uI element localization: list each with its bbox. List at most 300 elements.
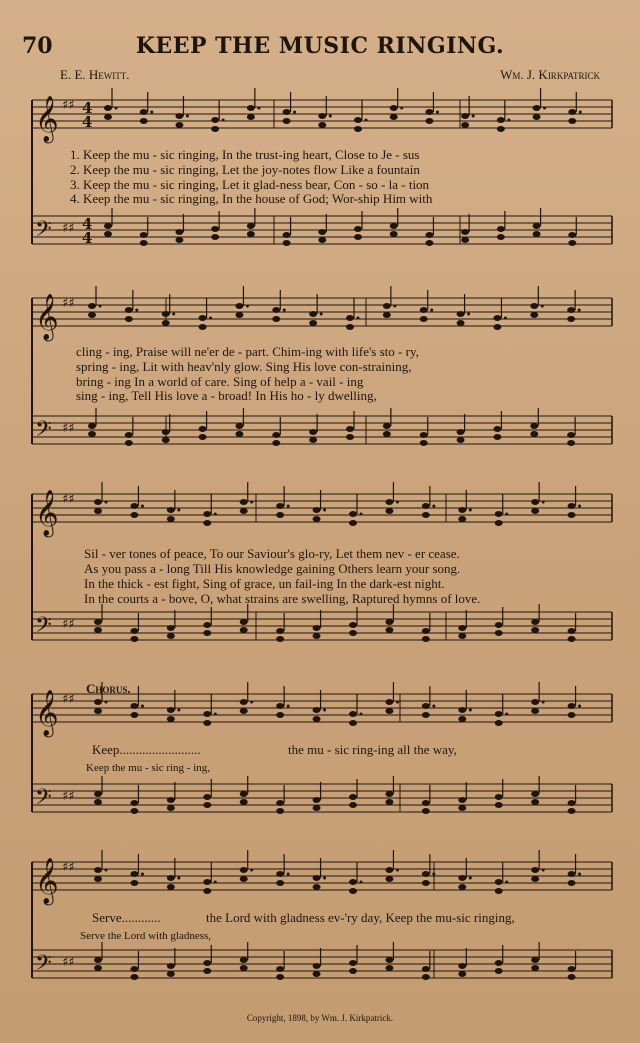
dot <box>222 119 225 122</box>
chorus-bass-text-2: Serve the Lord with gladness, <box>80 930 212 942</box>
note-head <box>458 716 466 722</box>
note-head <box>497 234 505 240</box>
note-head <box>461 113 469 119</box>
note-head <box>390 105 398 111</box>
time-signature-bottom: 4 <box>82 113 93 131</box>
note-head <box>318 229 326 235</box>
verse-3-line-1: 3. Keep the mu - sic ringing, Let it glad-ness bear, Con - so - la - tion <box>70 177 430 192</box>
dot <box>360 713 363 716</box>
note-head <box>130 628 138 634</box>
note-head <box>349 622 357 628</box>
note-head <box>349 520 357 526</box>
note-head <box>385 791 393 797</box>
note-head <box>422 974 430 980</box>
note-head <box>235 303 243 309</box>
note-head <box>94 619 102 625</box>
note-head <box>568 503 576 509</box>
note-head <box>130 712 138 718</box>
treble-clef-icon: 𝄞 <box>35 490 59 536</box>
note-head <box>88 423 96 429</box>
note-head <box>495 879 503 885</box>
dot <box>287 505 290 508</box>
note-head <box>167 971 175 977</box>
note-head <box>94 791 102 797</box>
note-head <box>240 799 248 805</box>
verse-1-line-2: cling - ing, Praise will ne'er de - part. Chim-ing with life's sto - ry, <box>76 344 419 359</box>
note-head <box>162 320 170 326</box>
note-head <box>130 703 138 709</box>
note-head <box>140 118 148 124</box>
note-head <box>167 716 175 722</box>
chorus-keep-text: Keep......................... <box>92 742 201 757</box>
note-head <box>130 503 138 509</box>
key-signature-sharps: ♯♯ <box>62 296 75 311</box>
note-head <box>422 512 430 518</box>
note-head <box>140 232 148 238</box>
note-head <box>422 703 430 709</box>
note-head <box>130 808 138 814</box>
note-head <box>493 434 501 440</box>
note-head <box>272 432 280 438</box>
dot <box>177 877 180 880</box>
note-head <box>247 105 255 111</box>
chorus-bass-text-1: Keep the mu - sic ring - ing, <box>86 762 211 774</box>
dot <box>105 869 108 872</box>
note-head <box>346 324 354 330</box>
note-head <box>125 440 133 446</box>
note-head <box>495 960 503 966</box>
note-head <box>94 627 102 633</box>
bass-clef-icon: 𝄢 <box>35 417 52 447</box>
key-signature-sharps: ♯♯ <box>62 617 75 632</box>
note-head <box>568 240 576 246</box>
note-head <box>349 711 357 717</box>
dot <box>172 313 175 316</box>
note-head <box>203 711 211 717</box>
note-head <box>130 636 138 642</box>
bass-clef-icon: 𝄢 <box>35 217 52 247</box>
note-head <box>318 113 326 119</box>
dot <box>436 111 439 114</box>
note-head <box>240 499 248 505</box>
note-head <box>531 627 539 633</box>
note-head <box>533 105 541 111</box>
note-head <box>104 105 112 111</box>
note-head <box>211 117 219 123</box>
note-head <box>385 965 393 971</box>
note-head <box>495 802 503 808</box>
note-head <box>531 957 539 963</box>
note-head <box>235 431 243 437</box>
dot <box>105 501 108 504</box>
note-head <box>203 802 211 808</box>
dot <box>135 309 138 312</box>
note-head <box>495 720 503 726</box>
note-head <box>497 126 505 132</box>
note-head <box>276 712 284 718</box>
note-head <box>457 311 465 317</box>
note-head <box>354 126 362 132</box>
note-head <box>203 511 211 517</box>
time-signature-bottom: 4 <box>82 229 93 247</box>
note-head <box>385 627 393 633</box>
bass-clef-icon: 𝄢 <box>35 613 52 643</box>
note-head <box>349 794 357 800</box>
note-head <box>568 966 576 972</box>
note-head <box>390 231 398 237</box>
dot <box>505 513 508 516</box>
note-head <box>240 508 248 514</box>
note-head <box>495 630 503 636</box>
dot <box>430 309 433 312</box>
note-head <box>240 627 248 633</box>
note-head <box>130 880 138 886</box>
chorus-label: Chorus. <box>86 681 131 696</box>
copyright-notice: Copyright, 1898, by Wm. J. Kirkpatrick. <box>246 1013 394 1023</box>
bass-clef-icon: 𝄢 <box>35 951 52 981</box>
note-head <box>457 320 465 326</box>
dot <box>360 881 363 884</box>
note-head <box>458 633 466 639</box>
dot <box>507 119 510 122</box>
note-head <box>94 876 102 882</box>
composer-credit: Wm. J. Kirkpatrick <box>500 67 600 82</box>
verse-4-line-3: In the courts a - bove, O, what strains are swelling, Raptured hymns of love. <box>84 591 481 606</box>
note-head <box>88 431 96 437</box>
note-head <box>385 799 393 805</box>
note-head <box>313 633 321 639</box>
dot <box>177 709 180 712</box>
note-head <box>530 312 538 318</box>
note-head <box>568 628 576 634</box>
note-head <box>167 875 175 881</box>
note-head <box>140 240 148 246</box>
dot <box>432 705 435 708</box>
dot <box>469 709 472 712</box>
note-head <box>94 708 102 714</box>
note-head <box>272 316 280 322</box>
dot <box>505 881 508 884</box>
dot <box>432 873 435 876</box>
note-head <box>568 232 576 238</box>
note-head <box>130 974 138 980</box>
note-head <box>349 630 357 636</box>
note-head <box>568 880 576 886</box>
note-head <box>276 628 284 634</box>
note-head <box>94 499 102 505</box>
note-head <box>495 888 503 894</box>
note-head <box>493 315 501 321</box>
note-head <box>203 888 211 894</box>
dot <box>257 107 260 110</box>
note-head <box>318 122 326 128</box>
note-head <box>425 240 433 246</box>
note-head <box>385 499 393 505</box>
dot <box>209 317 212 320</box>
note-head <box>313 963 321 969</box>
note-head <box>531 508 539 514</box>
note-head <box>276 503 284 509</box>
note-head <box>130 800 138 806</box>
note-head <box>568 703 576 709</box>
note-head <box>211 234 219 240</box>
note-head <box>140 109 148 115</box>
note-head <box>422 880 430 886</box>
note-head <box>422 800 430 806</box>
note-head <box>385 699 393 705</box>
note-head <box>567 307 575 313</box>
note-head <box>493 324 501 330</box>
dot <box>141 873 144 876</box>
note-head <box>167 797 175 803</box>
verse-2-line-1: 2. Keep the mu - sic ringing, Let the joy-notes flow Like a fountain <box>70 162 420 177</box>
note-head <box>125 432 133 438</box>
dot <box>250 869 253 872</box>
note-head <box>125 316 133 322</box>
note-head <box>272 440 280 446</box>
note-head <box>240 708 248 714</box>
note-head <box>199 426 207 432</box>
key-signature-sharps: ♯♯ <box>62 860 75 875</box>
note-head <box>167 633 175 639</box>
note-head <box>309 429 317 435</box>
note-head <box>203 879 211 885</box>
dot <box>472 115 475 118</box>
song-title: KEEP THE MUSIC RINGING. <box>135 33 505 59</box>
note-head <box>422 808 430 814</box>
note-head <box>211 126 219 132</box>
dot <box>214 513 217 516</box>
dot <box>396 501 399 504</box>
note-head <box>247 223 255 229</box>
dot <box>467 313 470 316</box>
note-head <box>203 968 211 974</box>
note-head <box>385 876 393 882</box>
note-head <box>104 231 112 237</box>
verse-2-line-2: spring - ing, Lit with heav'nly glow. Sing His love con-straining, <box>76 359 412 374</box>
dot <box>393 305 396 308</box>
note-head <box>309 311 317 317</box>
note-head <box>283 240 291 246</box>
dot <box>579 111 582 114</box>
dot <box>320 313 323 316</box>
note-head <box>531 799 539 805</box>
note-head <box>425 118 433 124</box>
note-head <box>240 957 248 963</box>
note-head <box>130 871 138 877</box>
dot <box>543 107 546 110</box>
note-head <box>568 512 576 518</box>
chorus-line-2: the Lord with gladness ev-'ry day, Keep the mu-sic ringing, <box>206 910 515 925</box>
note-head <box>530 303 538 309</box>
verse-4-line-1: 4. Keep the mu - sic ringing, In the house of God; Wor-ship Him with <box>70 191 433 206</box>
note-head <box>283 109 291 115</box>
note-head <box>568 871 576 877</box>
dot <box>542 501 545 504</box>
treble-clef-icon: 𝄞 <box>35 858 59 904</box>
key-signature-sharps: ♯♯ <box>62 955 75 970</box>
dot <box>141 505 144 508</box>
treble-clef-icon: 𝄞 <box>35 294 59 340</box>
note-head <box>354 226 362 232</box>
time-signature-top: 4 <box>82 215 93 233</box>
note-head <box>167 884 175 890</box>
key-signature-sharps: ♯♯ <box>62 692 75 707</box>
key-signature-sharps: ♯♯ <box>62 221 75 236</box>
dot <box>469 877 472 880</box>
dot <box>542 701 545 704</box>
note-head <box>531 499 539 505</box>
note-head <box>199 434 207 440</box>
note-head <box>531 965 539 971</box>
note-head <box>203 720 211 726</box>
note-head <box>203 960 211 966</box>
note-head <box>175 237 183 243</box>
note-head <box>240 867 248 873</box>
note-head <box>349 879 357 885</box>
note-head <box>94 957 102 963</box>
note-head <box>346 315 354 321</box>
note-head <box>531 699 539 705</box>
note-head <box>235 423 243 429</box>
note-head <box>167 805 175 811</box>
note-head <box>309 437 317 443</box>
note-head <box>199 315 207 321</box>
note-head <box>458 875 466 881</box>
note-head <box>354 117 362 123</box>
note-head <box>567 440 575 446</box>
note-head <box>497 117 505 123</box>
dot <box>469 509 472 512</box>
verse-2-line-3: As you pass a - long Till His knowledge gaining Others learn your song. <box>84 561 461 576</box>
note-head <box>568 109 576 115</box>
note-head <box>313 507 321 513</box>
note-head <box>567 432 575 438</box>
note-head <box>346 434 354 440</box>
note-head <box>420 440 428 446</box>
note-head <box>276 512 284 518</box>
note-head <box>167 707 175 713</box>
note-head <box>495 711 503 717</box>
note-head <box>276 703 284 709</box>
chorus-serve-text: Serve............ <box>92 910 161 925</box>
note-head <box>458 971 466 977</box>
note-head <box>422 503 430 509</box>
note-head <box>240 791 248 797</box>
note-head <box>385 957 393 963</box>
dot <box>250 501 253 504</box>
note-head <box>203 520 211 526</box>
note-head <box>495 622 503 628</box>
key-signature-sharps: ♯♯ <box>62 789 75 804</box>
note-head <box>533 223 541 229</box>
note-head <box>199 324 207 330</box>
note-head <box>420 316 428 322</box>
note-head <box>458 516 466 522</box>
dot <box>283 309 286 312</box>
lyricist-credit: E. E. Hewitt. <box>60 67 130 82</box>
note-head <box>349 960 357 966</box>
note-head <box>385 867 393 873</box>
dot <box>400 107 403 110</box>
note-head <box>349 511 357 517</box>
note-head <box>533 231 541 237</box>
note-head <box>531 619 539 625</box>
dot <box>287 873 290 876</box>
dot <box>357 317 360 320</box>
dot <box>578 505 581 508</box>
dot <box>504 317 507 320</box>
note-head <box>276 880 284 886</box>
dot <box>578 309 581 312</box>
note-head <box>461 237 469 243</box>
dot <box>246 305 249 308</box>
note-head <box>568 118 576 124</box>
note-head <box>383 431 391 437</box>
verse-1-line-1: 1. Keep the mu - sic ringing, In the trust-ing heart, Close to Je - sus <box>70 147 420 162</box>
note-head <box>568 808 576 814</box>
verse-1-line-3: Sil - ver tones of peace, To our Saviour's glo-ry, Let them nev - er cease. <box>84 546 460 561</box>
note-head <box>530 431 538 437</box>
note-head <box>313 797 321 803</box>
note-head <box>162 429 170 435</box>
note-head <box>203 630 211 636</box>
note-head <box>130 512 138 518</box>
note-head <box>458 963 466 969</box>
dot <box>105 701 108 704</box>
note-head <box>530 423 538 429</box>
note-head <box>211 226 219 232</box>
note-head <box>240 965 248 971</box>
note-head <box>88 312 96 318</box>
note-head <box>94 508 102 514</box>
note-head <box>272 307 280 313</box>
note-head <box>531 791 539 797</box>
note-head <box>125 307 133 313</box>
note-head <box>568 636 576 642</box>
note-head <box>276 800 284 806</box>
note-head <box>318 237 326 243</box>
note-head <box>461 122 469 128</box>
note-head <box>531 876 539 882</box>
note-head <box>457 429 465 435</box>
note-head <box>425 232 433 238</box>
dot <box>323 709 326 712</box>
dot <box>177 509 180 512</box>
note-head <box>383 303 391 309</box>
verse-3-line-2: bring - ing In a world of care. Sing of help a - vail - ing <box>76 374 364 389</box>
note-head <box>240 699 248 705</box>
note-head <box>167 507 175 513</box>
dot <box>323 509 326 512</box>
note-head <box>203 622 211 628</box>
note-head <box>349 720 357 726</box>
note-head <box>175 113 183 119</box>
note-head <box>346 426 354 432</box>
bass-clef-icon: 𝄢 <box>35 785 52 815</box>
dot <box>432 505 435 508</box>
key-signature-sharps: ♯♯ <box>62 98 75 113</box>
note-head <box>461 229 469 235</box>
note-head <box>276 966 284 972</box>
dot <box>505 713 508 716</box>
note-head <box>354 234 362 240</box>
note-head <box>568 712 576 718</box>
note-head <box>309 320 317 326</box>
dot <box>542 869 545 872</box>
note-head <box>247 231 255 237</box>
note-head <box>240 619 248 625</box>
